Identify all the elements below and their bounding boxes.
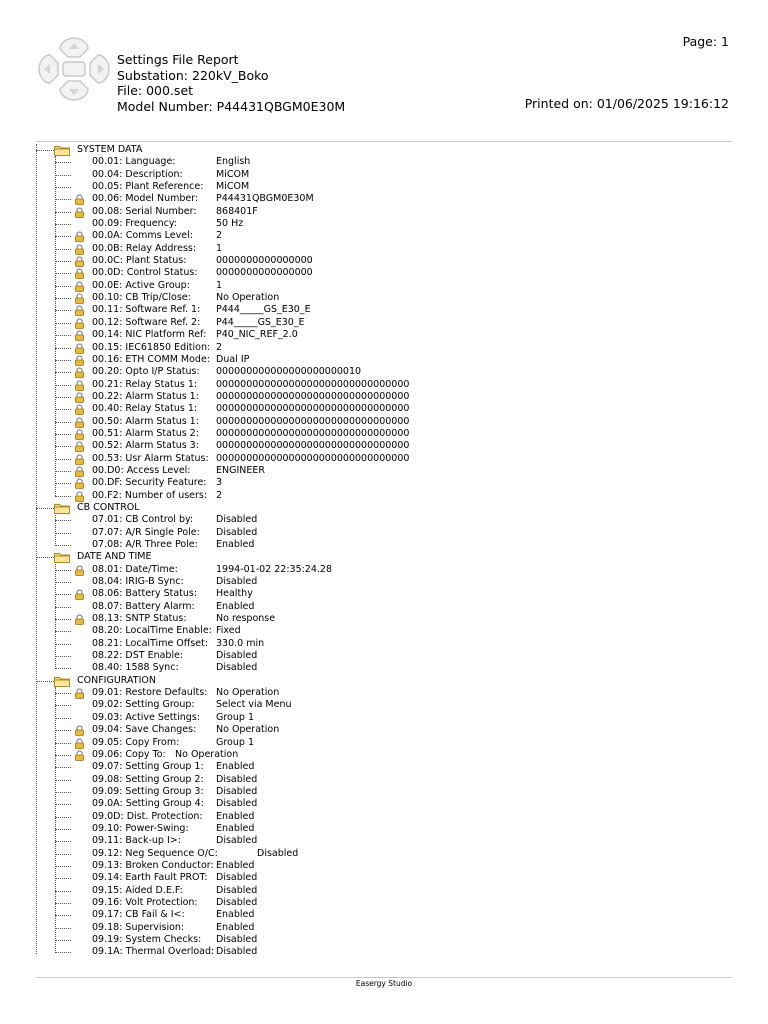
easergy-logo-icon	[36, 35, 112, 103]
section-header[interactable]	[34, 675, 734, 687]
setting-row[interactable]	[34, 860, 734, 872]
setting-value: Disabled	[216, 662, 258, 674]
setting-row[interactable]	[34, 638, 734, 650]
setting-row[interactable]	[34, 564, 734, 576]
lock-icon	[75, 429, 84, 440]
setting-label: 09.17: CB Fail & I<:	[92, 909, 185, 921]
section-title: DATE AND TIME	[77, 551, 152, 563]
setting-value: English	[216, 156, 251, 168]
tree-branch-line	[55, 515, 56, 546]
setting-label: 00.0B: Relay Address:	[92, 242, 197, 254]
lock-icon	[75, 454, 84, 465]
setting-value: Enabled	[216, 600, 255, 612]
setting-row[interactable]	[34, 946, 734, 958]
lock-icon	[75, 367, 84, 378]
setting-row[interactable]	[34, 601, 734, 613]
setting-value: P444_____GS_E30_E	[216, 304, 311, 316]
setting-row[interactable]	[34, 514, 734, 526]
setting-label: 00.0A: Comms Level:	[92, 230, 193, 242]
model-number-label: Model Number: P44431QBGM0E30M	[117, 98, 346, 114]
setting-label: 00.15: IEC61850 Edition:	[92, 341, 211, 353]
setting-row[interactable]	[34, 403, 734, 415]
setting-label: 00.05: Plant Reference:	[92, 181, 204, 193]
setting-value: Disabled	[216, 798, 258, 810]
setting-label: 09.18: Supervision:	[92, 921, 185, 933]
setting-value: Select via Menu	[216, 699, 292, 711]
setting-value: 000000000000000000000010	[216, 366, 362, 378]
setting-row[interactable]	[34, 539, 734, 551]
setting-row[interactable]	[34, 588, 734, 600]
setting-label: 08.06: Battery Status:	[92, 588, 198, 600]
setting-value: Disabled	[216, 884, 258, 896]
setting-value: Enabled	[216, 810, 255, 822]
setting-row[interactable]	[34, 292, 734, 304]
setting-row[interactable]	[34, 181, 734, 193]
setting-value: Disabled	[216, 514, 258, 526]
setting-label: 07.08: A/R Three Pole:	[92, 539, 198, 550]
setting-label: 00.21: Relay Status 1:	[92, 378, 198, 390]
setting-value: Disabled	[216, 896, 258, 908]
setting-label: 08.04: IRIG-B Sync:	[92, 576, 184, 588]
section-title: CONFIGURATION	[77, 674, 156, 686]
setting-row[interactable]	[34, 280, 734, 292]
setting-label: 07.07: A/R Single Pole:	[92, 526, 200, 538]
setting-value: 00000000000000000000000000000000	[216, 427, 410, 439]
tree-branch-line	[55, 156, 56, 496]
setting-label: 08.40: 1588 Sync:	[92, 662, 179, 674]
setting-value: Enabled	[216, 859, 255, 871]
setting-row[interactable]	[34, 453, 734, 465]
setting-label: 09.0D: Dist. Protection:	[92, 810, 203, 822]
setting-row[interactable]	[34, 428, 734, 440]
setting-label: 09.0A: Setting Group 4:	[92, 798, 204, 810]
setting-label: 00.0D: Control Status:	[92, 267, 198, 279]
setting-value: P40_NIC_REF_2.0	[216, 329, 298, 341]
lock-icon	[75, 244, 84, 255]
setting-row[interactable]	[34, 354, 734, 366]
setting-label: 09.08: Setting Group 2:	[92, 773, 204, 785]
setting-row[interactable]	[34, 650, 734, 662]
page-number: Page: 1	[682, 34, 729, 49]
footer-text: Easergy Studio	[355, 979, 413, 988]
setting-label: 00.52: Alarm Status 3:	[92, 440, 199, 452]
setting-row[interactable]	[34, 798, 734, 810]
setting-row[interactable]	[34, 304, 734, 316]
setting-value: No Operation	[216, 724, 280, 736]
setting-row[interactable]	[34, 342, 734, 354]
setting-row[interactable]	[34, 712, 734, 724]
setting-label: 00.F2: Number of users:	[92, 489, 208, 501]
setting-value: 2	[216, 489, 223, 501]
setting-label: 09.04: Save Changes:	[92, 724, 197, 736]
setting-row[interactable]	[34, 193, 734, 205]
setting-value: 868401F	[216, 205, 258, 217]
setting-label: 00.11: Software Ref. 1:	[92, 304, 201, 316]
setting-row[interactable]	[34, 823, 734, 835]
lock-icon	[75, 305, 84, 316]
setting-label: 09.03: Active Settings:	[92, 711, 200, 723]
setting-row[interactable]	[34, 786, 734, 798]
setting-row[interactable]	[34, 724, 734, 736]
setting-row[interactable]	[34, 811, 734, 823]
setting-label: 07.01: CB Control by:	[92, 514, 194, 526]
lock-icon	[75, 404, 84, 415]
lock-icon	[75, 478, 84, 489]
setting-row[interactable]	[34, 329, 734, 341]
lock-icon	[75, 281, 84, 292]
setting-row[interactable]	[34, 662, 734, 674]
setting-row[interactable]	[34, 490, 734, 502]
setting-value: Disabled	[216, 835, 258, 847]
section-header[interactable]	[34, 551, 734, 563]
setting-value: Dual IP	[216, 353, 250, 365]
setting-label: 09.01: Restore Defaults:	[92, 687, 208, 699]
printed-date: Printed on: 01/06/2025 19:16:12	[524, 96, 729, 111]
setting-row[interactable]	[34, 613, 734, 625]
setting-value: Enabled	[216, 761, 255, 773]
setting-label: 09.02: Setting Group:	[92, 699, 195, 711]
setting-value: Enabled	[216, 822, 255, 834]
folder-icon	[54, 503, 70, 514]
lock-icon	[75, 268, 84, 279]
setting-row[interactable]	[34, 218, 734, 230]
lock-icon	[75, 392, 84, 403]
lock-icon	[75, 194, 84, 205]
folder-icon	[54, 676, 70, 687]
setting-label: 09.1A: Thermal Overload:	[92, 946, 215, 958]
setting-label: 00.01: Language:	[92, 156, 176, 168]
setting-value: 2	[216, 230, 223, 242]
setting-value: 1	[216, 242, 223, 254]
setting-row[interactable]	[34, 317, 734, 329]
setting-label: 09.10: Power-Swing:	[92, 822, 189, 834]
setting-row[interactable]	[34, 255, 734, 267]
setting-label: 09.14: Earth Fault PROT:	[92, 872, 208, 884]
setting-value: 00000000000000000000000000000000	[216, 390, 410, 402]
setting-label: 08.13: SNTP Status:	[92, 613, 187, 625]
setting-value: Disabled	[216, 526, 258, 538]
setting-label: 00.DF: Security Feature:	[92, 477, 207, 489]
setting-label: 00.04: Description:	[92, 168, 183, 180]
report-title: Settings File Report	[117, 52, 239, 67]
setting-value: 0000000000000000	[216, 267, 313, 279]
setting-label: 00.D0: Access Level:	[92, 464, 191, 476]
setting-label: 09.16: Volt Protection:	[92, 896, 198, 908]
setting-label: 09.06: Copy To:	[92, 748, 166, 760]
setting-label: 09.09: Setting Group 3:	[92, 785, 204, 797]
setting-row[interactable]	[34, 848, 734, 860]
setting-row[interactable]	[34, 465, 734, 477]
tree-branch-line	[55, 687, 56, 953]
setting-value: Disabled	[216, 773, 258, 785]
setting-row[interactable]	[34, 774, 734, 786]
tree-branch-line	[55, 564, 56, 669]
setting-label: 08.22: DST Enable:	[92, 650, 184, 662]
setting-label: 00.16: ETH COMM Mode:	[92, 353, 210, 365]
section-header[interactable]	[34, 502, 734, 514]
setting-value: P44431QBGM0E30M	[216, 193, 314, 205]
setting-label: 00.0E: Active Group:	[92, 279, 190, 291]
lock-icon	[75, 293, 84, 304]
setting-value: Group 1	[216, 736, 254, 748]
setting-label: 08.01: Date/Time:	[92, 563, 178, 575]
footer-divider	[36, 977, 732, 978]
setting-label: 00.51: Alarm Status 2:	[92, 427, 199, 439]
setting-value: Disabled	[216, 946, 258, 958]
setting-row[interactable]	[34, 379, 734, 391]
setting-row[interactable]	[34, 737, 734, 749]
setting-label: 00.12: Software Ref. 2:	[92, 316, 201, 328]
lock-icon	[75, 343, 84, 354]
setting-value: Group 1	[216, 711, 254, 723]
setting-row[interactable]	[34, 749, 734, 761]
setting-label: 08.20: LocalTime Enable:	[92, 625, 212, 637]
setting-row[interactable]	[34, 835, 734, 847]
setting-label: 08.07: Battery Alarm:	[92, 600, 195, 612]
lock-icon	[75, 441, 84, 452]
setting-label: 00.06: Model Number:	[92, 193, 199, 205]
setting-value: 00000000000000000000000000000000	[216, 403, 410, 415]
lock-icon	[75, 231, 84, 242]
section-header[interactable]	[34, 144, 734, 156]
setting-label: 00.09: Frequency:	[92, 218, 178, 230]
setting-label: 00.10: CB Trip/Close:	[92, 292, 191, 304]
header-divider	[36, 141, 732, 142]
setting-value: No Operation	[216, 292, 280, 304]
folder-icon	[54, 145, 70, 156]
lock-icon	[75, 256, 84, 267]
lock-icon	[75, 738, 84, 749]
lock-icon	[75, 725, 84, 736]
lock-icon	[75, 207, 84, 218]
setting-value: 0000000000000000	[216, 255, 313, 267]
setting-label: 09.12: Neg Sequence O/C:	[92, 847, 218, 859]
setting-row[interactable]	[34, 416, 734, 428]
setting-value: No Operation	[175, 748, 239, 760]
setting-value: 1	[216, 279, 223, 291]
setting-row[interactable]	[34, 885, 734, 897]
setting-row[interactable]	[34, 477, 734, 489]
setting-value: Disabled	[216, 650, 258, 662]
setting-value: 330.0 min	[216, 637, 265, 649]
setting-row[interactable]	[34, 922, 734, 934]
setting-value: No response	[216, 613, 276, 625]
setting-row[interactable]	[34, 206, 734, 218]
lock-icon	[75, 491, 84, 502]
setting-row[interactable]	[34, 897, 734, 909]
lock-icon	[75, 565, 84, 576]
setting-value: Enabled	[216, 909, 255, 921]
setting-row[interactable]	[34, 527, 734, 539]
file-label: File: 000.set	[117, 83, 194, 98]
setting-value: Enabled	[216, 539, 255, 550]
setting-value: MiCOM	[216, 168, 250, 180]
setting-row[interactable]	[34, 169, 734, 181]
setting-row[interactable]	[34, 872, 734, 884]
setting-row[interactable]	[34, 934, 734, 946]
setting-value: 1994-01-02 22:35:24.28	[216, 563, 333, 575]
lock-icon	[75, 330, 84, 341]
folder-icon	[54, 552, 70, 563]
lock-icon	[75, 688, 84, 699]
lock-icon	[75, 380, 84, 391]
setting-row[interactable]	[34, 243, 734, 255]
setting-label: 00.40: Relay Status 1:	[92, 403, 198, 415]
substation-label: Substation: 220kV_Boko	[117, 67, 269, 83]
section-title: CB CONTROL	[77, 501, 140, 513]
setting-label: 09.13: Broken Conductor:	[92, 859, 214, 871]
setting-row[interactable]	[34, 391, 734, 403]
setting-label: 09.11: Back-up I>:	[92, 835, 181, 847]
setting-value: MiCOM	[216, 181, 250, 193]
setting-value: Fixed	[216, 625, 241, 637]
setting-value: 50 Hz	[216, 218, 244, 230]
setting-row[interactable]	[34, 625, 734, 637]
setting-label: 08.21: LocalTime Offset:	[92, 637, 209, 649]
lock-icon	[75, 318, 84, 329]
setting-value: Disabled	[216, 934, 258, 945]
lock-icon	[75, 466, 84, 477]
setting-row[interactable]	[34, 909, 734, 921]
setting-row[interactable]	[34, 267, 734, 279]
setting-row[interactable]	[34, 687, 734, 699]
setting-value: P44_____GS_E30_E	[216, 316, 305, 328]
report-header	[117, 52, 345, 114]
setting-label: 00.14: NIC Platform Ref:	[92, 329, 207, 341]
setting-value: Disabled	[216, 872, 258, 884]
setting-value: 00000000000000000000000000000000	[216, 415, 410, 427]
lock-icon	[75, 355, 84, 366]
setting-value: Disabled	[216, 785, 258, 797]
setting-label: 00.20: Opto I/P Status:	[92, 366, 200, 378]
setting-label: 00.08: Serial Number:	[92, 205, 197, 217]
lock-icon	[75, 614, 84, 625]
section-title: SYSTEM DATA	[77, 144, 143, 155]
setting-label: 00.22: Alarm Status 1:	[92, 390, 199, 402]
setting-row[interactable]	[34, 440, 734, 452]
setting-label: 09.19: System Checks:	[92, 934, 202, 945]
setting-value: Disabled	[216, 576, 258, 588]
setting-value: 2	[216, 341, 223, 353]
lock-icon	[75, 417, 84, 428]
setting-value: 00000000000000000000000000000000	[216, 452, 410, 464]
setting-row[interactable]	[34, 230, 734, 242]
setting-value: 00000000000000000000000000000000	[216, 440, 410, 452]
lock-icon	[75, 589, 84, 600]
setting-value: ENGINEER	[216, 464, 265, 476]
setting-value: No Operation	[216, 687, 280, 699]
setting-label: 09.15: Aided D.E.F:	[92, 884, 183, 896]
setting-value: Enabled	[216, 921, 255, 933]
setting-row[interactable]	[34, 366, 734, 378]
setting-label: 00.0C: Plant Status:	[92, 255, 187, 267]
setting-row[interactable]	[34, 699, 734, 711]
lock-icon	[75, 750, 84, 761]
setting-row[interactable]	[34, 576, 734, 588]
setting-row[interactable]	[34, 761, 734, 773]
setting-value: Disabled	[257, 847, 299, 859]
settings-tree	[34, 144, 734, 960]
setting-label: 00.53: Usr Alarm Status:	[92, 452, 209, 464]
setting-value: 3	[216, 477, 223, 489]
setting-label: 00.50: Alarm Status 1:	[92, 415, 199, 427]
setting-row[interactable]	[34, 156, 734, 168]
setting-value: 00000000000000000000000000000000	[216, 378, 410, 390]
setting-label: 09.07: Setting Group 1:	[92, 761, 204, 773]
setting-label: 09.05: Copy From:	[92, 736, 180, 748]
setting-value: Healthy	[216, 588, 253, 600]
